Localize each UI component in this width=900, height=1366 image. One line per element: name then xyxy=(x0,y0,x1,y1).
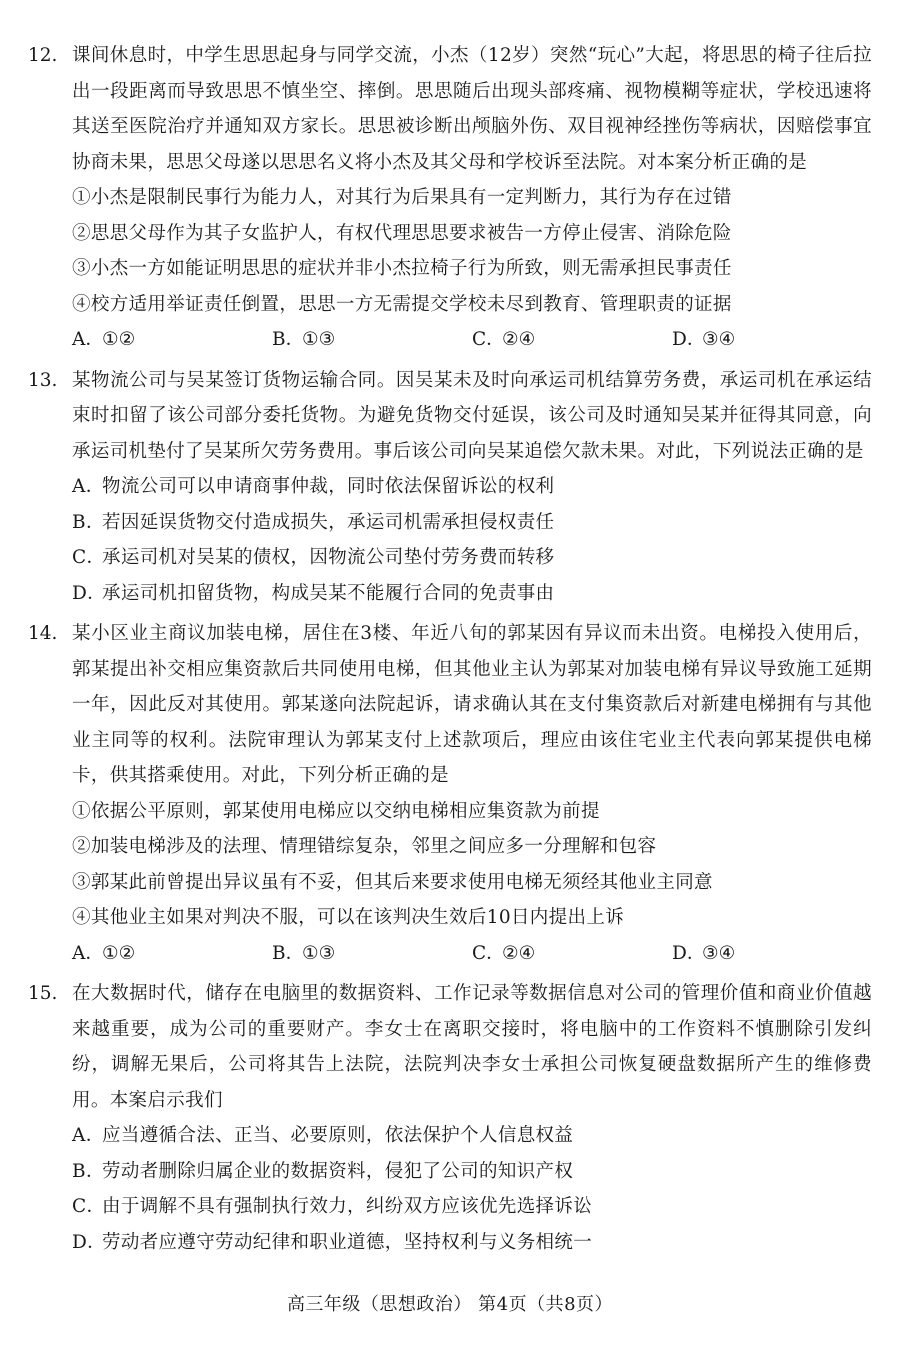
choice-b xyxy=(272,322,472,358)
option-key: C． xyxy=(72,1196,106,1217)
choice-key: D． xyxy=(672,329,706,350)
choice-value: ①② xyxy=(102,942,136,964)
option-text: 承运司机对吴某的债权，因物流公司垫付劳务费而转移 xyxy=(102,547,555,568)
option-text: 若因延误货物交付造成损失，承运司机需承担侵权责任 xyxy=(102,511,555,533)
choice-value: ①② xyxy=(102,329,136,350)
choice-a xyxy=(72,322,272,358)
choice-d xyxy=(672,322,872,358)
choice-key: B． xyxy=(272,942,305,964)
question-14 xyxy=(28,616,872,971)
option-key: A． xyxy=(72,476,105,497)
option-a xyxy=(72,469,872,505)
answer-choices xyxy=(72,936,872,972)
choice-c xyxy=(472,322,672,358)
option-c xyxy=(72,540,872,576)
question-stem: 课间休息时，中学生思思起身与同学交流，小杰（12岁）突然“玩心”大起，将思思的椅子往后拉出一段距离而导致思思不慎坐空、摔倒。思思随后出现头部疼痛、视物模糊等症状，学校迅速将其送至医院治疗并通知双方家长。思思被诊断出颅脑外伤、双目视神经挫伤等病状，因赔偿事宜协商未果，思思父母遂以思思名义将小杰及其父母和学校诉至法院。对本案分析正确的是 xyxy=(72,45,872,173)
choice-value: ②④ xyxy=(502,942,536,964)
choice-value: ③④ xyxy=(702,942,736,964)
choice-value: ①③ xyxy=(302,942,336,964)
option-key: A． xyxy=(72,1125,105,1146)
option-key: D． xyxy=(72,582,107,604)
option-text: 承运司机扣留货物，构成吴某不能履行合同的免责事由 xyxy=(102,582,555,604)
statement-item: ①依据公平原则，郭某使用电梯应以交纳电梯相应集资款为前提 xyxy=(72,800,600,822)
option-text: 应当遵循合法、正当、必要原则，依法保护个人信息权益 xyxy=(102,1125,574,1146)
choice-d xyxy=(672,936,872,972)
option-a xyxy=(72,1118,872,1154)
option-text: 由于调解不具有强制执行效力，纠纷双方应该优先选择诉讼 xyxy=(102,1196,593,1217)
option-key: B． xyxy=(72,511,105,533)
statement-item: ④校方适用举证责任倒置，思思一方无需提交学校未尽到教育、管理职责的证据 xyxy=(72,293,732,315)
option-key: D． xyxy=(72,1231,107,1253)
option-b xyxy=(72,505,872,541)
statement-item: ③小杰一方如能证明思思的症状并非小杰拉椅子行为所致，则无需承担民事责任 xyxy=(72,258,732,279)
question-number: 14. xyxy=(28,623,58,644)
option-text: 物流公司可以申请商事仲裁，同时依法保留诉讼的权利 xyxy=(102,476,555,497)
option-text: 劳动者删除归属企业的数据资料，侵犯了公司的知识产权 xyxy=(102,1160,574,1182)
question-12 xyxy=(28,38,872,358)
option-key: C． xyxy=(72,547,106,568)
question-stem: 某小区业主商议加装电梯，居住在3楼、年近八旬的郭某因有异议而未出资。电梯投入使用后，郭某提出补交相应集资款后共同使用电梯，但其他业主认为郭某对加装电梯有异议导致施工延期一年，因此反对其使用。郭某遂向法院起诉，请求确认其在支付集资款后对新建电梯拥有与其他业主同等的权利。法院审理认为郭某支付上述款项后，理应由该住宅业主代表向郭某提供电梯卡，供其搭乘使用。对此，下列分析正确的是 xyxy=(72,623,872,786)
choice-value: ③④ xyxy=(702,329,736,350)
page-footer: 高三年级（思想政治） 第4页（共8页） xyxy=(286,1294,614,1315)
choice-a xyxy=(72,936,272,972)
question-stem: 在大数据时代，储存在电脑里的数据资料、工作记录等数据信息对公司的管理价值和商业价值越来越重要，成为公司的重要财产。李女士在离职交接时，将电脑中的工作资料不慎删除引发纠纷，调解无果后，公司将其告上法院，法院判决李女士承担公司恢复硬盘数据所产生的维修费用。本案启示我们 xyxy=(72,983,872,1111)
option-d xyxy=(72,576,872,612)
question-13 xyxy=(28,363,872,612)
answer-choices xyxy=(72,322,872,358)
option-d xyxy=(72,1225,872,1261)
choice-key: C． xyxy=(472,329,505,350)
option-b xyxy=(72,1154,872,1190)
option-c xyxy=(72,1189,872,1225)
statement-item: ③郭某此前曾提出异议虽有不妥，但其后来要求使用电梯无须经其他业主同意 xyxy=(72,871,713,893)
question-number: 12. xyxy=(28,45,58,66)
option-key: B． xyxy=(72,1160,105,1182)
question-15 xyxy=(28,976,872,1260)
statement-item: ②加装电梯涉及的法理、情理错综复杂，邻里之间应多一分理解和包容 xyxy=(72,836,657,857)
choice-key: D． xyxy=(672,942,706,964)
statement-item: ②思思父母作为其子女监护人，有权代理思思要求被告一方停止侵害、消除危险 xyxy=(72,222,732,244)
choice-key: B． xyxy=(272,329,305,350)
choice-value: ①③ xyxy=(302,329,336,350)
choice-key: A． xyxy=(72,942,104,964)
statement-item: ④其他业主如果对判决不服，可以在该判决生效后10日内提出上诉 xyxy=(72,907,625,928)
choice-value: ②④ xyxy=(502,329,536,350)
question-number: 15. xyxy=(28,983,58,1004)
choice-b xyxy=(272,936,472,972)
question-stem: 某物流公司与吴某签订货物运输合同。因吴某未及时向承运司机结算劳务费，承运司机在承运结束时扣留了该公司部分委托货物。为避免货物交付延误，该公司及时通知吴某并征得其同意，向承运司机垫付了吴某所欠劳务费用。事后该公司向吴某追偿欠款未果。对此，下列说法正确的是 xyxy=(72,369,872,462)
choice-c xyxy=(472,936,672,972)
statement-item: ①小杰是限制民事行为能力人，对其行为后果具有一定判断力，其行为存在过错 xyxy=(72,187,732,208)
choice-key: C． xyxy=(472,942,505,964)
option-text: 劳动者应遵守劳动纪律和职业道德，坚持权利与义务相统一 xyxy=(102,1231,593,1253)
question-number: 13. xyxy=(28,369,58,391)
choice-key: A． xyxy=(72,329,104,350)
